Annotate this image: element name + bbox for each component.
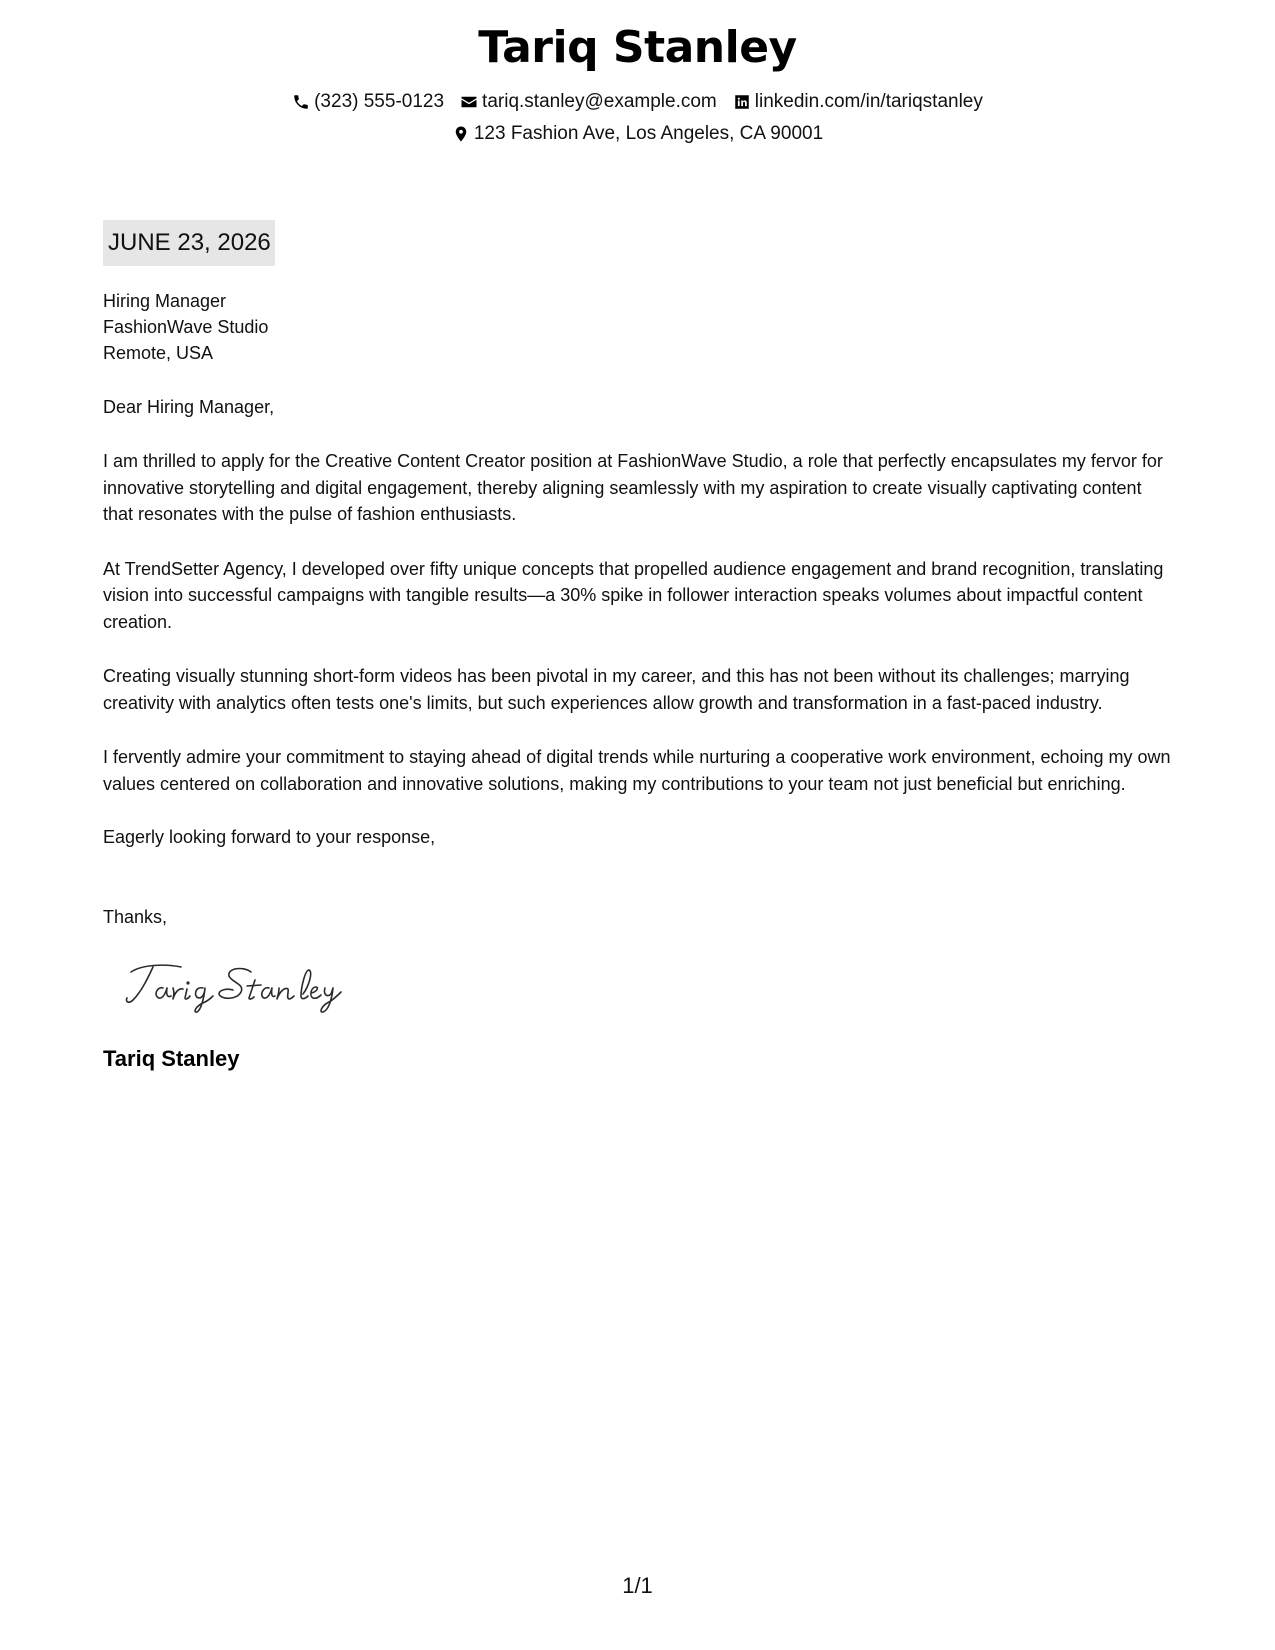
linkedin-icon <box>733 93 751 111</box>
email-address: tariq.stanley@example.com <box>482 91 717 112</box>
sign-off: Thanks, <box>103 907 168 927</box>
contact-row <box>0 90 1275 114</box>
phone-number: (323) 555-0123 <box>314 91 445 112</box>
recipient-title: Hiring Manager <box>103 291 227 311</box>
paragraph: Creating visually stunning short-form videos has been pivotal in my career, and this has not been without its challenges; marrying creativity with analytics often tests one's limits, but such experiences allow growth and transformation in a fast-paced industry. <box>103 666 1130 713</box>
recipient-block <box>103 288 1173 366</box>
letter-date: JUNE 23, 2026 <box>103 220 275 266</box>
phone-icon <box>292 93 310 111</box>
paragraph: At TrendSetter Agency, I developed over fifty unique concepts that propelled audience engagement and brand recognition, translating vision into successful campaigns with tangible results—a 30% spike in follower interaction speaks volumes about impactful content creation. <box>103 558 1164 632</box>
letter-body <box>103 220 1173 1073</box>
closing-line: Eagerly looking forward to your response, <box>103 827 436 847</box>
salutation: Dear Hiring Manager, <box>103 397 275 417</box>
paragraph: I am thrilled to apply for the Creative Content Creator position at FashionWave Studio, a role that perfectly encapsulates my fervor for innovative storytelling and digital engagement, thereby aligning seamlessly with my aspiration to create visually captivating content that resonates with the pulse of fashion enthusiasts. <box>103 451 1163 524</box>
linkedin-url: linkedin.com/in/tariqstanley <box>754 91 983 112</box>
phone-contact <box>292 90 444 114</box>
page-number: 1/1 <box>622 1573 653 1598</box>
address-contact <box>452 122 823 146</box>
map-marker-icon <box>452 125 470 143</box>
linkedin-contact <box>733 90 983 114</box>
recipient-location: Remote, USA <box>103 343 214 363</box>
paragraph: I fervently admire your commitment to staying ahead of digital trends while nurturing a cooperative work environment, echoing my own values centered on collaboration and innovative solutions, making my contributions to your team not just beneficial but enriching. <box>103 747 1171 794</box>
sender-name: Tariq Stanley <box>478 22 797 73</box>
street-address: 123 Fashion Ave, Los Angeles, CA 90001 <box>473 123 824 144</box>
letter-header <box>0 18 1275 146</box>
recipient-company: FashionWave Studio <box>103 317 269 337</box>
address-row <box>0 122 1275 146</box>
envelope-icon <box>460 93 478 111</box>
handwritten-signature <box>123 958 363 1018</box>
email-contact <box>460 90 717 114</box>
signed-name: Tariq Stanley <box>103 1046 240 1071</box>
